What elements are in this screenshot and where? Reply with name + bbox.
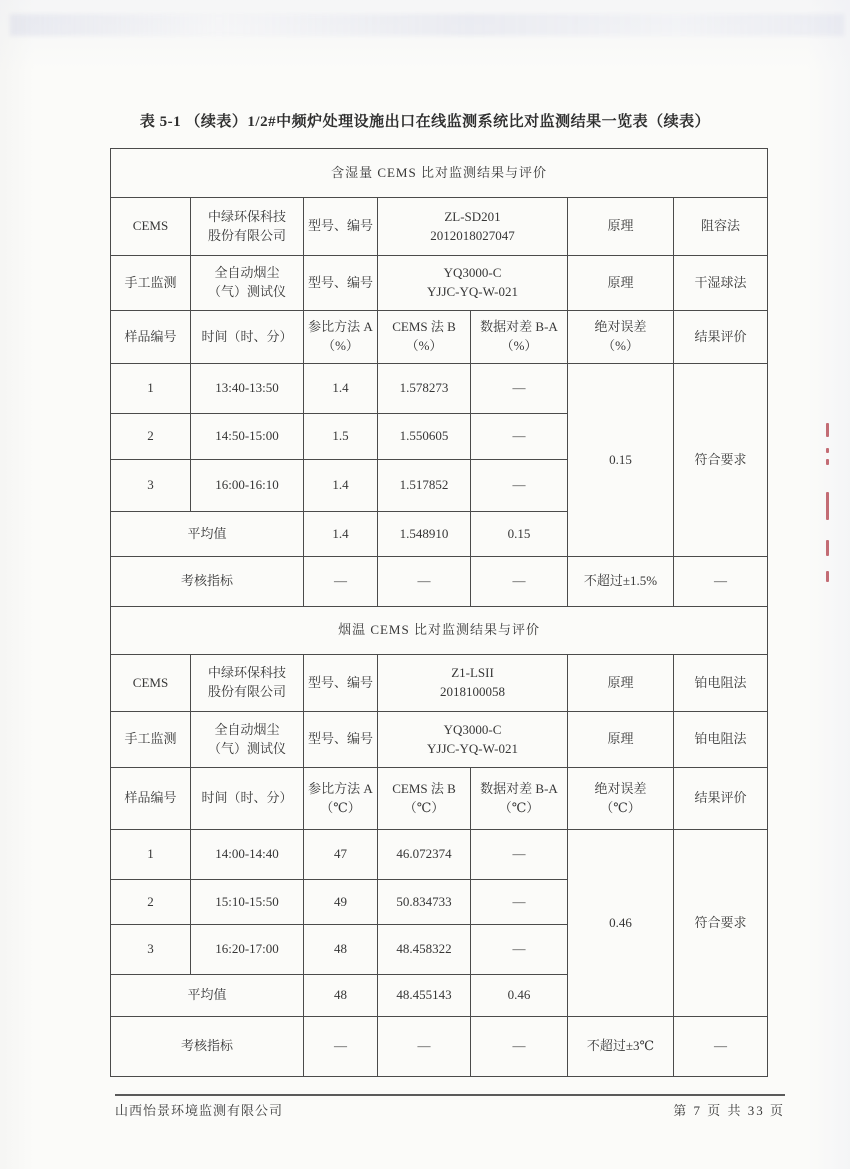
t1-cems-model-value <box>378 198 568 256</box>
t1-col-diff-l1: 数据对差 B-A <box>480 319 558 335</box>
t2-cems-label: CEMS <box>111 655 191 712</box>
t1-manual-model-value <box>378 256 568 311</box>
t2-manual-label: 手工监测 <box>111 712 191 768</box>
t1-assessment-reference: — <box>304 557 378 607</box>
t1-assessment-eval: — <box>674 557 768 607</box>
t2-col-diff-l2: （℃） <box>498 799 540 815</box>
t1-average-diff: 0.15 <box>471 512 568 557</box>
t1-col-sample <box>111 311 191 364</box>
t2-col-sample-l1: 样品编号 <box>124 790 177 806</box>
t1-cems-label: CEMS <box>111 198 191 256</box>
t1-cems-principle-value: 阻容法 <box>674 198 768 256</box>
scan-artifact-red-mark <box>826 423 829 437</box>
t2-manual-org-line2: （气）测试仪 <box>207 740 286 756</box>
t2-col-evaluation <box>674 768 768 830</box>
t2-r1-reference: 47 <box>304 830 378 880</box>
t2-r2-reference: 49 <box>304 880 378 925</box>
t1-section-header-row <box>111 149 768 198</box>
footer-page-number: 第 7 页 共 33 页 <box>673 1103 785 1118</box>
t2-r1-cems: 46.072374 <box>378 830 471 880</box>
t2-assessment-eval: — <box>674 1017 768 1077</box>
t1-col-reference-l1: 参比方法 A <box>308 319 373 335</box>
t1-manual-model-line1: YQ3000-C <box>443 265 502 281</box>
t1-manual-org <box>191 256 304 311</box>
t1-abs-error-value: 0.15 <box>568 364 674 557</box>
t2-cems-model-line1: Z1-LSII <box>451 665 494 681</box>
t1-manual-org-line2: （气）测试仪 <box>207 284 286 299</box>
t2-r2-diff: — <box>471 880 568 925</box>
t1-r3-diff: — <box>471 460 568 512</box>
t2-col-diff <box>471 768 568 830</box>
t1-manual-model-line2: YJJC-YQ-W-021 <box>427 284 518 299</box>
t1-col-abs-error-l2: （%） <box>602 338 639 353</box>
t2-col-abs-error-l1: 绝对误差 <box>594 780 647 796</box>
t2-section-title: 烟温 CEMS 比对监测结果与评价 <box>111 607 768 655</box>
t2-r2-time: 15:10-15:50 <box>191 880 304 925</box>
t1-evaluation-value: 符合要求 <box>674 364 768 557</box>
t1-col-abs-error-l1: 绝对误差 <box>594 319 647 335</box>
scan-artifact-red-mark <box>826 459 829 465</box>
t2-assessment-abs: 不超过±3℃ <box>568 1017 674 1077</box>
t1-col-sample-l1: 样品编号 <box>124 328 177 344</box>
t1-col-evaluation <box>674 311 768 364</box>
t1-manual-org-line1: 全自动烟尘 <box>214 265 280 281</box>
page-title: 表 5-1 （续表）1/2#中频炉处理设施出口在线监测系统比对监测结果一览表（续表） <box>139 114 711 130</box>
t2-r2-sample: 2 <box>111 880 191 925</box>
t1-average-label: 平均值 <box>111 512 304 557</box>
t2-data-row-1 <box>111 830 768 880</box>
t2-col-cems <box>378 768 471 830</box>
comparison-results-table <box>110 148 768 1077</box>
t2-col-cems-l2: （℃） <box>403 799 445 815</box>
t1-assessment-label: 考核指标 <box>111 557 304 607</box>
t2-manual-principle-value: 铂电阻法 <box>674 712 768 768</box>
t2-section-header-row <box>111 607 768 655</box>
t2-average-cems: 48.455143 <box>378 975 471 1017</box>
t1-column-header-row <box>111 311 768 364</box>
scan-artifact-red-mark <box>826 492 829 520</box>
t1-r3-reference: 1.4 <box>304 460 378 512</box>
t2-col-diff-l1: 数据对差 B-A <box>480 780 558 796</box>
t2-average-label: 平均值 <box>111 975 304 1017</box>
t1-r2-cems: 1.550605 <box>378 414 471 460</box>
t2-column-header-row <box>111 768 768 830</box>
t1-assessment-abs: 不超过±1.5% <box>568 557 674 607</box>
t2-assessment-diff: — <box>471 1017 568 1077</box>
t2-r1-time: 14:00-14:40 <box>191 830 304 880</box>
t2-r1-diff: — <box>471 830 568 880</box>
t2-r2-cems: 50.834733 <box>378 880 471 925</box>
t2-average-diff: 0.46 <box>471 975 568 1017</box>
t1-r3-sample: 3 <box>111 460 191 512</box>
t2-r3-cems: 48.458322 <box>378 925 471 975</box>
t1-col-reference-l2: （%） <box>322 338 359 353</box>
t2-col-evaluation-l1: 结果评价 <box>694 790 747 806</box>
t1-col-diff-l2: （%） <box>500 338 538 353</box>
t1-cems-principle-label: 原理 <box>568 198 674 256</box>
t2-assessment-reference: — <box>304 1017 378 1077</box>
t2-evaluation-value: 符合要求 <box>674 830 768 1017</box>
t2-col-abs-error-l2: （℃） <box>600 799 641 815</box>
t1-r3-time: 16:00-16:10 <box>191 460 304 512</box>
t1-average-reference: 1.4 <box>304 512 378 557</box>
t1-assessment-row <box>111 557 768 607</box>
footer-divider <box>115 1094 785 1096</box>
scan-artifact-top-band <box>10 14 844 36</box>
t2-manual-org <box>191 712 304 768</box>
t1-manual-principle-value: 干湿球法 <box>674 256 768 311</box>
t1-col-abs-error <box>568 311 674 364</box>
scan-artifact-red-mark <box>826 540 829 556</box>
footer-company-name: 山西怡景环境监测有限公司 <box>115 1103 284 1118</box>
t1-r2-diff: — <box>471 414 568 460</box>
t2-cems-principle-label: 原理 <box>568 655 674 712</box>
t1-assessment-diff: — <box>471 557 568 607</box>
t1-r1-time: 13:40-13:50 <box>191 364 304 414</box>
t1-assessment-cems: — <box>378 557 471 607</box>
t1-r1-sample: 1 <box>111 364 191 414</box>
t2-col-time <box>191 768 304 830</box>
t1-cems-org-line1: 中绿环保科技 <box>207 208 286 224</box>
t2-cems-principle-value: 铂电阻法 <box>674 655 768 712</box>
t1-col-cems <box>378 311 471 364</box>
t2-cems-org-line2: 股份有限公司 <box>207 684 286 699</box>
t2-cems-model-line2: 2018100058 <box>440 684 505 699</box>
t2-average-reference: 48 <box>304 975 378 1017</box>
t2-manual-model-label: 型号、编号 <box>304 712 378 768</box>
t1-average-cems: 1.548910 <box>378 512 471 557</box>
t2-manual-org-line1: 全自动烟尘 <box>214 721 280 737</box>
t1-data-row-1 <box>111 364 768 414</box>
t1-col-evaluation-l1: 结果评价 <box>694 328 747 344</box>
t2-col-time-l1: 时间（时、分） <box>201 790 293 806</box>
t2-r3-sample: 3 <box>111 925 191 975</box>
t2-r3-reference: 48 <box>304 925 378 975</box>
t1-r2-time: 14:50-15:00 <box>191 414 304 460</box>
t1-manual-model-label: 型号、编号 <box>304 256 378 311</box>
t1-col-cems-l2: （%） <box>405 338 443 353</box>
t2-manual-model-line1: YQ3000-C <box>443 721 502 737</box>
t1-col-cems-l1: CEMS 法 B <box>392 319 456 335</box>
t1-col-time-l1: 时间（时、分） <box>201 328 293 344</box>
t1-r2-reference: 1.5 <box>304 414 378 460</box>
t2-assessment-row <box>111 1017 768 1077</box>
t1-manual-principle-label: 原理 <box>568 256 674 311</box>
t2-assessment-label: 考核指标 <box>111 1017 304 1077</box>
scan-artifact-red-mark <box>826 448 829 453</box>
t1-r1-reference: 1.4 <box>304 364 378 414</box>
t1-manual-info-row <box>111 256 768 311</box>
t1-section-title: 含湿量 CEMS 比对监测结果与评价 <box>111 149 768 198</box>
t1-col-diff <box>471 311 568 364</box>
t1-cems-org-line2: 股份有限公司 <box>207 227 286 243</box>
t2-cems-model-value <box>378 655 568 712</box>
t2-manual-info-row <box>111 712 768 768</box>
t1-cems-model-line2: 2012018027047 <box>430 227 515 243</box>
t2-cems-model-label: 型号、编号 <box>304 655 378 712</box>
t1-col-reference <box>304 311 378 364</box>
t1-cems-model-line1: ZL-SD201 <box>444 208 501 224</box>
t2-manual-model-value <box>378 712 568 768</box>
t2-col-cems-l1: CEMS 法 B <box>392 780 456 796</box>
t2-col-sample <box>111 768 191 830</box>
t1-r3-cems: 1.517852 <box>378 460 471 512</box>
t1-r1-diff: — <box>471 364 568 414</box>
t2-manual-principle-label: 原理 <box>568 712 674 768</box>
t2-abs-error-value: 0.46 <box>568 830 674 1017</box>
t1-cems-info-row <box>111 198 768 256</box>
t1-col-time <box>191 311 304 364</box>
t2-manual-model-line2: YJJC-YQ-W-021 <box>427 740 518 756</box>
t2-cems-org-line1: 中绿环保科技 <box>207 665 286 681</box>
t2-col-abs-error <box>568 768 674 830</box>
scan-artifact-red-mark <box>826 571 829 582</box>
t2-cems-info-row <box>111 655 768 712</box>
t2-col-reference-l1: 参比方法 A <box>308 780 373 796</box>
t1-r1-cems: 1.578273 <box>378 364 471 414</box>
t1-cems-org <box>191 198 304 256</box>
t1-r2-sample: 2 <box>111 414 191 460</box>
t1-cems-model-label: 型号、编号 <box>304 198 378 256</box>
t2-col-reference-l2: （℃） <box>320 799 361 815</box>
t1-manual-label: 手工监测 <box>111 256 191 311</box>
t2-assessment-cems: — <box>378 1017 471 1077</box>
t2-col-reference <box>304 768 378 830</box>
t2-r1-sample: 1 <box>111 830 191 880</box>
t2-r3-time: 16:20-17:00 <box>191 925 304 975</box>
t2-r3-diff: — <box>471 925 568 975</box>
t2-cems-org <box>191 655 304 712</box>
